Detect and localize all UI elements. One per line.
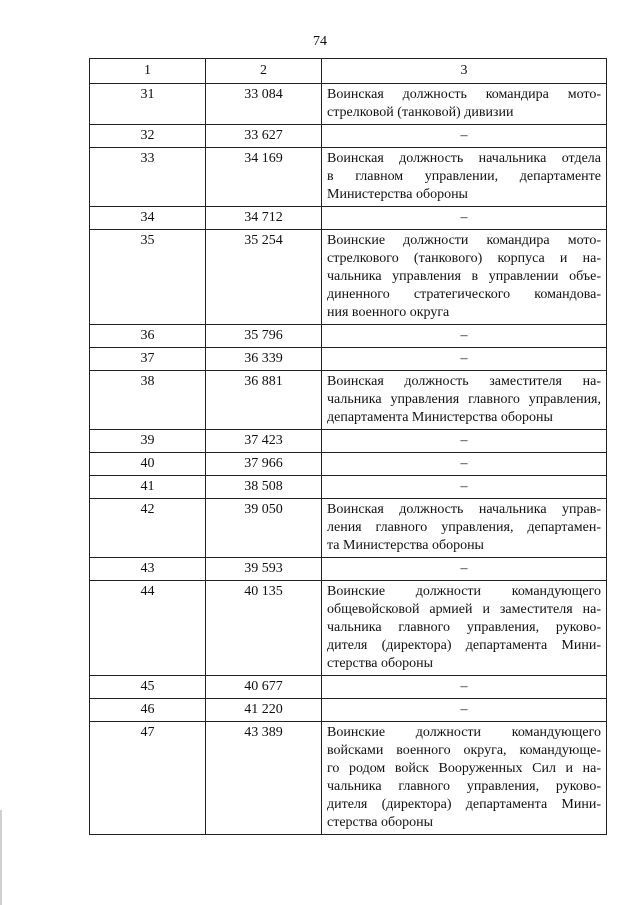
- description-line: –: [460, 128, 468, 143]
- row-description-cell: [322, 371, 607, 430]
- row-number-cell: 32: [90, 125, 206, 148]
- description-line: дителя (директора) департамента Мини-: [327, 797, 601, 812]
- column-header-2: 2: [206, 59, 322, 84]
- description-line: Воинская должность начальника управ-: [327, 502, 601, 517]
- row-number-cell: 47: [90, 722, 206, 835]
- row-code-cell: 40 135: [206, 581, 322, 676]
- description-line: стерства обороны: [327, 815, 434, 830]
- table-row: [90, 699, 607, 722]
- table-row: [90, 722, 607, 835]
- row-description-cell: [322, 476, 607, 499]
- row-number-cell: 40: [90, 453, 206, 476]
- table-row: [90, 371, 607, 430]
- row-code-cell: 41 220: [206, 699, 322, 722]
- description-line: –: [460, 702, 468, 717]
- description-line: –: [460, 456, 468, 471]
- row-description-cell: [322, 581, 607, 676]
- description-line: ления главного управления, департамен-: [327, 520, 601, 535]
- description-line: чальника управления главного управления,: [327, 392, 601, 407]
- description-line: –: [460, 210, 468, 225]
- description-line: та Министерства обороны: [327, 538, 484, 553]
- row-number-cell: 45: [90, 676, 206, 699]
- row-description-cell: [322, 499, 607, 558]
- row-code-cell: 33 084: [206, 84, 322, 125]
- description-line: стрелкового (танкового) корпуса и на-: [327, 251, 601, 266]
- row-code-cell: 39 593: [206, 558, 322, 581]
- description-line: –: [460, 351, 468, 366]
- table-row: [90, 230, 607, 325]
- description-line: Воинская должность начальника отдела: [327, 151, 601, 166]
- row-number-cell: 38: [90, 371, 206, 430]
- description-line: –: [460, 433, 468, 448]
- row-number-cell: 31: [90, 84, 206, 125]
- description-line: го родом войск Вооруженных Сил и на-: [327, 761, 601, 776]
- row-code-cell: 39 050: [206, 499, 322, 558]
- description-line: ния военного округа: [327, 305, 450, 320]
- row-description-cell: [322, 430, 607, 453]
- description-line: –: [460, 479, 468, 494]
- column-header-3: 3: [322, 59, 607, 84]
- description-line: общевойсковой армией и заместителя на-: [327, 602, 601, 617]
- table-row: [90, 476, 607, 499]
- row-number-cell: 34: [90, 207, 206, 230]
- table-row: [90, 453, 607, 476]
- description-line: стрелковой (танковой) дивизии: [327, 105, 514, 120]
- row-description-cell: [322, 207, 607, 230]
- row-number-cell: 46: [90, 699, 206, 722]
- table-row: [90, 125, 607, 148]
- row-code-cell: 38 508: [206, 476, 322, 499]
- table-row: [90, 348, 607, 371]
- description-line: Воинские должности командира мото-: [327, 233, 601, 248]
- row-code-cell: 40 677: [206, 676, 322, 699]
- description-line: Воинские должности командующего: [327, 725, 601, 740]
- row-description-cell: [322, 230, 607, 325]
- row-number-cell: 33: [90, 148, 206, 207]
- row-description-cell: [322, 84, 607, 125]
- description-line: диненного стратегического командова-: [327, 287, 601, 302]
- row-number-cell: 42: [90, 499, 206, 558]
- description-line: чальника управления в управлении объе-: [327, 269, 601, 284]
- row-code-cell: 35 796: [206, 325, 322, 348]
- description-line: –: [460, 328, 468, 343]
- description-line: –: [460, 561, 468, 576]
- row-code-cell: 33 627: [206, 125, 322, 148]
- row-description-cell: [322, 453, 607, 476]
- row-description-cell: [322, 348, 607, 371]
- row-code-cell: 35 254: [206, 230, 322, 325]
- row-description-cell: [322, 558, 607, 581]
- description-line: в главном управлении, департаменте: [327, 169, 601, 184]
- table-body: [90, 84, 607, 835]
- description-line: Министерства обороны: [327, 187, 468, 202]
- description-line: департамента Министерства обороны: [327, 410, 553, 425]
- row-description-cell: [322, 676, 607, 699]
- table-row: [90, 558, 607, 581]
- row-code-cell: 34 712: [206, 207, 322, 230]
- row-code-cell: 43 389: [206, 722, 322, 835]
- row-code-cell: 34 169: [206, 148, 322, 207]
- description-line: Воинские должности командующего: [327, 584, 601, 599]
- row-number-cell: 44: [90, 581, 206, 676]
- description-line: стерства обороны: [327, 656, 434, 671]
- table-row: [90, 325, 607, 348]
- column-header-1: 1: [90, 59, 206, 84]
- row-description-cell: [322, 699, 607, 722]
- row-code-cell: 37 423: [206, 430, 322, 453]
- description-line: Воинская должность заместителя на-: [327, 374, 601, 389]
- description-line: чальника главного управления, руково-: [327, 620, 601, 635]
- description-line: дителя (директора) департамента Мини-: [327, 638, 601, 653]
- row-number-cell: 43: [90, 558, 206, 581]
- row-number-cell: 37: [90, 348, 206, 371]
- position-salary-table: [89, 58, 607, 835]
- table-row: [90, 84, 607, 125]
- description-line: –: [460, 679, 468, 694]
- row-description-cell: [322, 722, 607, 835]
- row-code-cell: 37 966: [206, 453, 322, 476]
- table-header-row: [90, 59, 607, 84]
- row-description-cell: [322, 148, 607, 207]
- table-row: [90, 676, 607, 699]
- description-line: войсками военного округа, командующе-: [327, 743, 601, 758]
- row-code-cell: 36 881: [206, 371, 322, 430]
- table-row: [90, 581, 607, 676]
- row-number-cell: 35: [90, 230, 206, 325]
- table-row: [90, 207, 607, 230]
- table-row: [90, 499, 607, 558]
- row-number-cell: 41: [90, 476, 206, 499]
- row-number-cell: 39: [90, 430, 206, 453]
- row-description-cell: [322, 125, 607, 148]
- page-number: 74: [313, 34, 327, 49]
- row-code-cell: 36 339: [206, 348, 322, 371]
- description-line: Воинская должность командира мото-: [327, 87, 601, 102]
- scan-edge-mark: [0, 810, 2, 905]
- row-number-cell: 36: [90, 325, 206, 348]
- row-description-cell: [322, 325, 607, 348]
- description-line: чальника главного управления, руково-: [327, 779, 601, 794]
- table-row: [90, 430, 607, 453]
- table-row: [90, 148, 607, 207]
